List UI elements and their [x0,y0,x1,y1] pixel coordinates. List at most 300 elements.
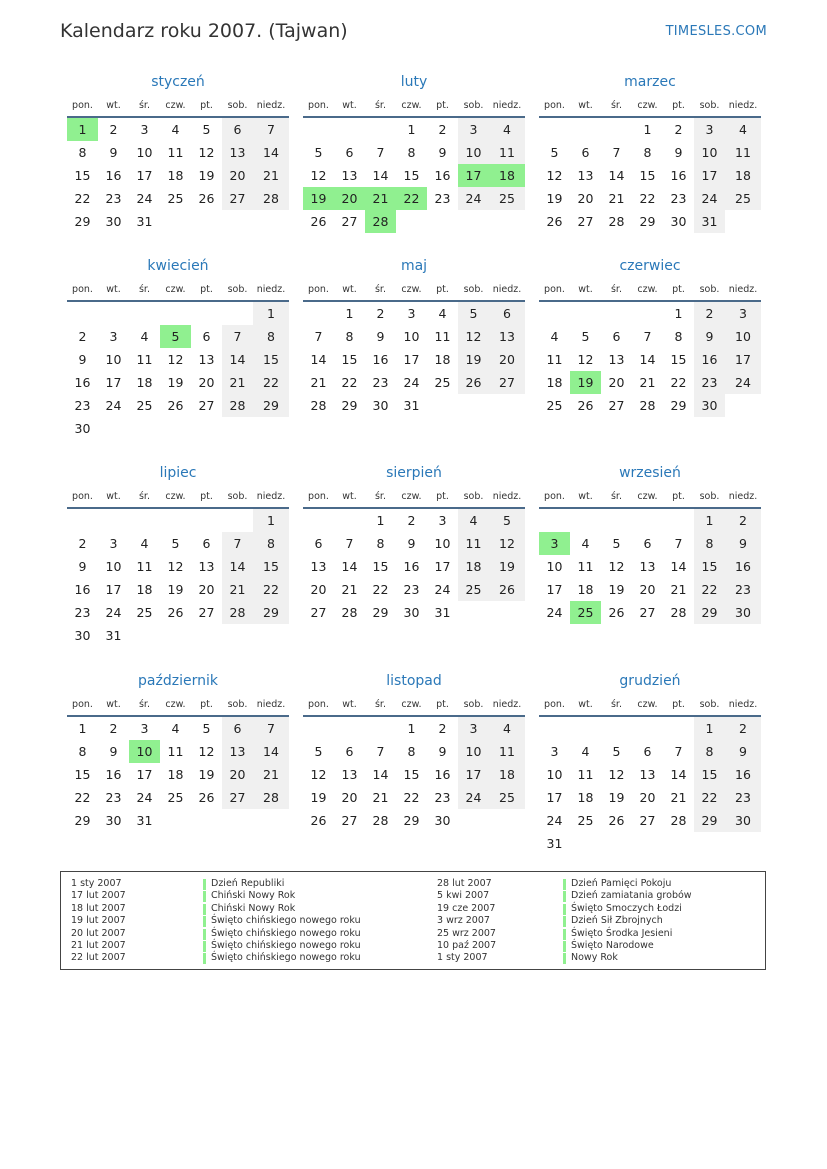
day-cell[interactable]: 25 [489,187,525,210]
day-cell[interactable]: 26 [489,578,525,601]
holiday-day-cell[interactable]: 3 [539,532,570,555]
day-cell[interactable]: 28 [222,601,253,624]
day-cell[interactable]: 19 [489,555,525,578]
day-cell[interactable]: 7 [674,744,683,759]
day-cell[interactable]: 1 [253,302,289,325]
day-cell[interactable]: 22 [639,191,656,206]
day-cell[interactable]: 6 [222,118,253,141]
day-cell[interactable]: 20 [341,790,358,805]
day-cell[interactable]: 26 [167,605,184,620]
day-cell[interactable]: 30 [725,601,761,624]
day-cell[interactable]: 5 [550,145,559,160]
day-cell[interactable]: 16 [434,767,451,782]
day-cell[interactable]: 10 [136,145,153,160]
day-cell[interactable]: 9 [78,352,87,367]
day-cell[interactable]: 19 [167,375,184,390]
day-cell[interactable]: 7 [674,536,683,551]
day-cell[interactable]: 30 [725,809,761,832]
day-cell[interactable]: 20 [639,790,656,805]
holiday-day-cell[interactable]: 22 [396,187,427,210]
day-cell[interactable]: 21 [222,578,253,601]
day-cell[interactable]: 23 [74,398,91,413]
day-cell[interactable]: 24 [546,605,563,620]
day-cell[interactable]: 9 [78,559,87,574]
day-cell[interactable]: 23 [725,786,761,809]
day-cell[interactable]: 13 [489,325,525,348]
day-cell[interactable]: 8 [694,740,725,763]
brand-logo[interactable]: TIMESLES.COM [665,24,767,39]
day-cell[interactable]: 6 [202,329,211,344]
day-cell[interactable]: 3 [109,329,118,344]
day-cell[interactable]: 31 [105,628,122,643]
day-cell[interactable]: 4 [489,717,525,740]
day-cell[interactable]: 20 [577,191,594,206]
day-cell[interactable]: 9 [109,744,118,759]
day-cell[interactable]: 23 [105,790,122,805]
day-cell[interactable]: 22 [403,790,420,805]
day-cell[interactable]: 21 [372,790,389,805]
day-cell[interactable]: 16 [372,352,389,367]
day-cell[interactable]: 13 [341,168,358,183]
day-cell[interactable]: 24 [725,371,761,394]
day-cell[interactable]: 19 [167,582,184,597]
day-cell[interactable]: 25 [546,398,563,413]
day-cell[interactable]: 26 [167,398,184,413]
day-cell[interactable]: 11 [136,559,153,574]
day-cell[interactable]: 20 [489,348,525,371]
day-cell[interactable]: 1 [345,306,354,321]
day-cell[interactable]: 24 [458,187,489,210]
day-cell[interactable]: 13 [341,767,358,782]
day-cell[interactable]: 27 [341,214,358,229]
day-cell[interactable]: 26 [198,191,215,206]
day-cell[interactable]: 9 [725,740,761,763]
day-cell[interactable]: 22 [253,371,289,394]
day-cell[interactable]: 14 [608,168,625,183]
day-cell[interactable]: 30 [694,394,725,417]
day-cell[interactable]: 14 [341,559,358,574]
day-cell[interactable]: 14 [310,352,327,367]
day-cell[interactable]: 28 [310,398,327,413]
day-cell[interactable]: 13 [639,559,656,574]
day-cell[interactable]: 10 [546,559,563,574]
day-cell[interactable]: 27 [198,398,215,413]
day-cell[interactable]: 5 [612,744,621,759]
day-cell[interactable]: 2 [674,122,683,137]
day-cell[interactable]: 10 [694,141,725,164]
day-cell[interactable]: 7 [612,145,621,160]
day-cell[interactable]: 12 [489,532,525,555]
day-cell[interactable]: 7 [345,536,354,551]
day-cell[interactable]: 9 [438,145,447,160]
day-cell[interactable]: 10 [105,559,122,574]
day-cell[interactable]: 23 [74,605,91,620]
day-cell[interactable]: 11 [577,559,594,574]
day-cell[interactable]: 17 [694,164,725,187]
day-cell[interactable]: 1 [694,509,725,532]
day-cell[interactable]: 28 [639,398,656,413]
day-cell[interactable]: 5 [171,536,180,551]
day-cell[interactable]: 16 [725,555,761,578]
day-cell[interactable]: 28 [253,786,289,809]
day-cell[interactable]: 24 [546,813,563,828]
day-cell[interactable]: 15 [74,767,91,782]
day-cell[interactable]: 17 [105,582,122,597]
day-cell[interactable]: 4 [140,536,149,551]
day-cell[interactable]: 13 [577,168,594,183]
day-cell[interactable]: 11 [489,141,525,164]
day-cell[interactable]: 31 [694,210,725,233]
day-cell[interactable]: 13 [222,740,253,763]
day-cell[interactable]: 27 [222,187,253,210]
day-cell[interactable]: 20 [608,375,625,390]
day-cell[interactable]: 24 [694,187,725,210]
day-cell[interactable]: 26 [310,214,327,229]
day-cell[interactable]: 25 [725,187,761,210]
day-cell[interactable]: 13 [198,559,215,574]
day-cell[interactable]: 17 [105,375,122,390]
day-cell[interactable]: 9 [694,325,725,348]
day-cell[interactable]: 8 [345,329,354,344]
day-cell[interactable]: 28 [253,187,289,210]
day-cell[interactable]: 15 [694,763,725,786]
day-cell[interactable]: 14 [372,168,389,183]
day-cell[interactable]: 11 [167,145,184,160]
day-cell[interactable]: 28 [372,813,389,828]
day-cell[interactable]: 26 [608,605,625,620]
day-cell[interactable]: 29 [694,809,725,832]
day-cell[interactable]: 3 [458,717,489,740]
day-cell[interactable]: 11 [434,329,451,344]
day-cell[interactable]: 3 [458,118,489,141]
day-cell[interactable]: 13 [198,352,215,367]
day-cell[interactable]: 29 [341,398,358,413]
day-cell[interactable]: 18 [167,767,184,782]
day-cell[interactable]: 5 [202,721,211,736]
day-cell[interactable]: 13 [222,141,253,164]
day-cell[interactable]: 6 [314,536,323,551]
day-cell[interactable]: 31 [136,813,153,828]
day-cell[interactable]: 9 [109,145,118,160]
day-cell[interactable]: 7 [253,717,289,740]
day-cell[interactable]: 5 [314,145,323,160]
day-cell[interactable]: 4 [581,536,590,551]
day-cell[interactable]: 14 [670,559,687,574]
day-cell[interactable]: 15 [253,348,289,371]
day-cell[interactable]: 30 [372,398,389,413]
day-cell[interactable]: 10 [403,329,420,344]
day-cell[interactable]: 26 [546,214,563,229]
day-cell[interactable]: 15 [403,168,420,183]
day-cell[interactable]: 10 [434,536,451,551]
day-cell[interactable]: 8 [376,536,385,551]
day-cell[interactable]: 27 [489,371,525,394]
day-cell[interactable]: 11 [136,352,153,367]
day-cell[interactable]: 8 [407,744,416,759]
day-cell[interactable]: 16 [74,375,91,390]
day-cell[interactable]: 10 [458,740,489,763]
day-cell[interactable]: 27 [608,398,625,413]
holiday-day-cell[interactable]: 20 [334,187,365,210]
day-cell[interactable]: 2 [376,306,385,321]
day-cell[interactable]: 16 [694,348,725,371]
day-cell[interactable]: 23 [670,191,687,206]
day-cell[interactable]: 9 [376,329,385,344]
day-cell[interactable]: 19 [198,767,215,782]
day-cell[interactable]: 29 [253,601,289,624]
day-cell[interactable]: 11 [167,744,184,759]
day-cell[interactable]: 18 [546,375,563,390]
day-cell[interactable]: 17 [458,763,489,786]
day-cell[interactable]: 16 [105,767,122,782]
day-cell[interactable]: 30 [74,628,91,643]
day-cell[interactable]: 15 [403,767,420,782]
day-cell[interactable]: 14 [670,767,687,782]
day-cell[interactable]: 3 [550,744,559,759]
day-cell[interactable]: 4 [725,118,761,141]
day-cell[interactable]: 24 [105,605,122,620]
day-cell[interactable]: 1 [407,122,416,137]
day-cell[interactable]: 29 [74,214,91,229]
day-cell[interactable]: 10 [105,352,122,367]
day-cell[interactable]: 15 [74,168,91,183]
day-cell[interactable]: 20 [222,164,253,187]
day-cell[interactable]: 29 [253,394,289,417]
day-cell[interactable]: 16 [105,168,122,183]
day-cell[interactable]: 7 [222,325,253,348]
holiday-day-cell[interactable]: 19 [303,187,334,210]
day-cell[interactable]: 22 [253,578,289,601]
day-cell[interactable]: 12 [577,352,594,367]
day-cell[interactable]: 11 [725,141,761,164]
day-cell[interactable]: 21 [670,790,687,805]
day-cell[interactable]: 6 [581,145,590,160]
day-cell[interactable]: 12 [310,767,327,782]
day-cell[interactable]: 7 [376,744,385,759]
day-cell[interactable]: 21 [222,371,253,394]
day-cell[interactable]: 21 [310,375,327,390]
day-cell[interactable]: 23 [372,375,389,390]
day-cell[interactable]: 13 [608,352,625,367]
day-cell[interactable]: 21 [608,191,625,206]
day-cell[interactable]: 28 [222,394,253,417]
day-cell[interactable]: 29 [74,813,91,828]
day-cell[interactable]: 15 [253,555,289,578]
day-cell[interactable]: 2 [725,717,761,740]
day-cell[interactable]: 27 [310,605,327,620]
day-cell[interactable]: 26 [310,813,327,828]
day-cell[interactable]: 6 [489,302,525,325]
day-cell[interactable]: 17 [403,352,420,367]
day-cell[interactable]: 16 [74,582,91,597]
day-cell[interactable]: 4 [438,306,447,321]
day-cell[interactable]: 1 [643,122,652,137]
day-cell[interactable]: 19 [546,191,563,206]
day-cell[interactable]: 26 [198,790,215,805]
holiday-day-cell[interactable]: 17 [458,164,489,187]
day-cell[interactable]: 8 [643,145,652,160]
day-cell[interactable]: 18 [577,582,594,597]
day-cell[interactable]: 15 [341,352,358,367]
day-cell[interactable]: 28 [670,605,687,620]
day-cell[interactable]: 17 [434,559,451,574]
day-cell[interactable]: 15 [372,559,389,574]
day-cell[interactable]: 3 [725,302,761,325]
day-cell[interactable]: 21 [639,375,656,390]
day-cell[interactable]: 14 [222,348,253,371]
day-cell[interactable]: 17 [136,168,153,183]
day-cell[interactable]: 25 [167,790,184,805]
day-cell[interactable]: 28 [670,813,687,828]
day-cell[interactable]: 8 [78,145,87,160]
day-cell[interactable]: 15 [670,352,687,367]
day-cell[interactable]: 23 [434,191,451,206]
day-cell[interactable]: 5 [202,122,211,137]
holiday-day-cell[interactable]: 21 [365,187,396,210]
day-cell[interactable]: 27 [577,214,594,229]
day-cell[interactable]: 2 [438,122,447,137]
day-cell[interactable]: 14 [253,740,289,763]
day-cell[interactable]: 24 [434,582,451,597]
day-cell[interactable]: 29 [639,214,656,229]
day-cell[interactable]: 8 [674,329,683,344]
day-cell[interactable]: 6 [612,329,621,344]
day-cell[interactable]: 12 [546,168,563,183]
day-cell[interactable]: 21 [670,582,687,597]
day-cell[interactable]: 12 [167,559,184,574]
day-cell[interactable]: 14 [253,141,289,164]
day-cell[interactable]: 10 [725,325,761,348]
day-cell[interactable]: 28 [341,605,358,620]
day-cell[interactable]: 26 [458,371,489,394]
day-cell[interactable]: 6 [643,536,652,551]
day-cell[interactable]: 20 [198,375,215,390]
day-cell[interactable]: 24 [136,790,153,805]
day-cell[interactable]: 4 [140,329,149,344]
day-cell[interactable]: 11 [458,532,489,555]
day-cell[interactable]: 25 [136,398,153,413]
day-cell[interactable]: 16 [725,763,761,786]
day-cell[interactable]: 22 [372,582,389,597]
day-cell[interactable]: 3 [140,122,149,137]
day-cell[interactable]: 17 [725,348,761,371]
day-cell[interactable]: 18 [725,164,761,187]
day-cell[interactable]: 18 [167,168,184,183]
day-cell[interactable]: 4 [171,122,180,137]
day-cell[interactable]: 31 [434,605,451,620]
day-cell[interactable]: 30 [105,813,122,828]
day-cell[interactable]: 20 [198,582,215,597]
day-cell[interactable]: 18 [136,582,153,597]
day-cell[interactable]: 23 [725,578,761,601]
day-cell[interactable]: 4 [581,744,590,759]
day-cell[interactable]: 13 [310,559,327,574]
day-cell[interactable]: 6 [202,536,211,551]
day-cell[interactable]: 12 [458,325,489,348]
holiday-day-cell[interactable]: 19 [570,371,601,394]
day-cell[interactable]: 29 [694,601,725,624]
day-cell[interactable]: 11 [489,740,525,763]
day-cell[interactable]: 22 [694,578,725,601]
day-cell[interactable]: 8 [253,532,289,555]
day-cell[interactable]: 23 [403,582,420,597]
holiday-day-cell[interactable]: 5 [160,325,191,348]
day-cell[interactable]: 24 [136,191,153,206]
day-cell[interactable]: 26 [608,813,625,828]
day-cell[interactable]: 25 [434,375,451,390]
day-cell[interactable]: 31 [136,214,153,229]
day-cell[interactable]: 6 [345,744,354,759]
day-cell[interactable]: 6 [345,145,354,160]
day-cell[interactable]: 6 [222,717,253,740]
day-cell[interactable]: 31 [403,398,420,413]
day-cell[interactable]: 25 [458,578,489,601]
day-cell[interactable]: 16 [434,168,451,183]
day-cell[interactable]: 10 [458,141,489,164]
day-cell[interactable]: 23 [434,790,451,805]
day-cell[interactable]: 1 [694,717,725,740]
day-cell[interactable]: 7 [222,532,253,555]
day-cell[interactable]: 12 [198,145,215,160]
day-cell[interactable]: 19 [198,168,215,183]
day-cell[interactable]: 14 [222,555,253,578]
day-cell[interactable]: 23 [694,371,725,394]
day-cell[interactable]: 27 [222,786,253,809]
day-cell[interactable]: 30 [403,605,420,620]
day-cell[interactable]: 30 [105,214,122,229]
day-cell[interactable]: 21 [253,164,289,187]
day-cell[interactable]: 25 [167,191,184,206]
day-cell[interactable]: 15 [694,555,725,578]
day-cell[interactable]: 20 [310,582,327,597]
day-cell[interactable]: 7 [314,329,323,344]
day-cell[interactable]: 18 [489,763,525,786]
day-cell[interactable]: 22 [670,375,687,390]
day-cell[interactable]: 20 [639,582,656,597]
day-cell[interactable]: 5 [489,509,525,532]
day-cell[interactable]: 25 [136,605,153,620]
day-cell[interactable]: 12 [198,744,215,759]
day-cell[interactable]: 20 [222,763,253,786]
day-cell[interactable]: 9 [725,532,761,555]
day-cell[interactable]: 3 [140,721,149,736]
day-cell[interactable]: 4 [171,721,180,736]
day-cell[interactable]: 24 [458,786,489,809]
holiday-day-cell[interactable]: 18 [489,164,525,187]
day-cell[interactable]: 22 [74,191,91,206]
day-cell[interactable]: 17 [136,767,153,782]
day-cell[interactable]: 4 [458,509,489,532]
day-cell[interactable]: 12 [608,559,625,574]
day-cell[interactable]: 22 [694,786,725,809]
day-cell[interactable]: 8 [407,145,416,160]
day-cell[interactable]: 9 [438,744,447,759]
day-cell[interactable]: 3 [109,536,118,551]
holiday-day-cell[interactable]: 1 [67,118,98,141]
day-cell[interactable]: 9 [674,145,683,160]
day-cell[interactable]: 13 [639,767,656,782]
holiday-day-cell[interactable]: 25 [570,601,601,624]
day-cell[interactable]: 1 [407,721,416,736]
day-cell[interactable]: 14 [639,352,656,367]
day-cell[interactable]: 2 [109,122,118,137]
day-cell[interactable]: 29 [403,813,420,828]
day-cell[interactable]: 27 [639,605,656,620]
day-cell[interactable]: 2 [407,513,416,528]
day-cell[interactable]: 18 [136,375,153,390]
day-cell[interactable]: 12 [310,168,327,183]
holiday-day-cell[interactable]: 28 [365,210,396,233]
